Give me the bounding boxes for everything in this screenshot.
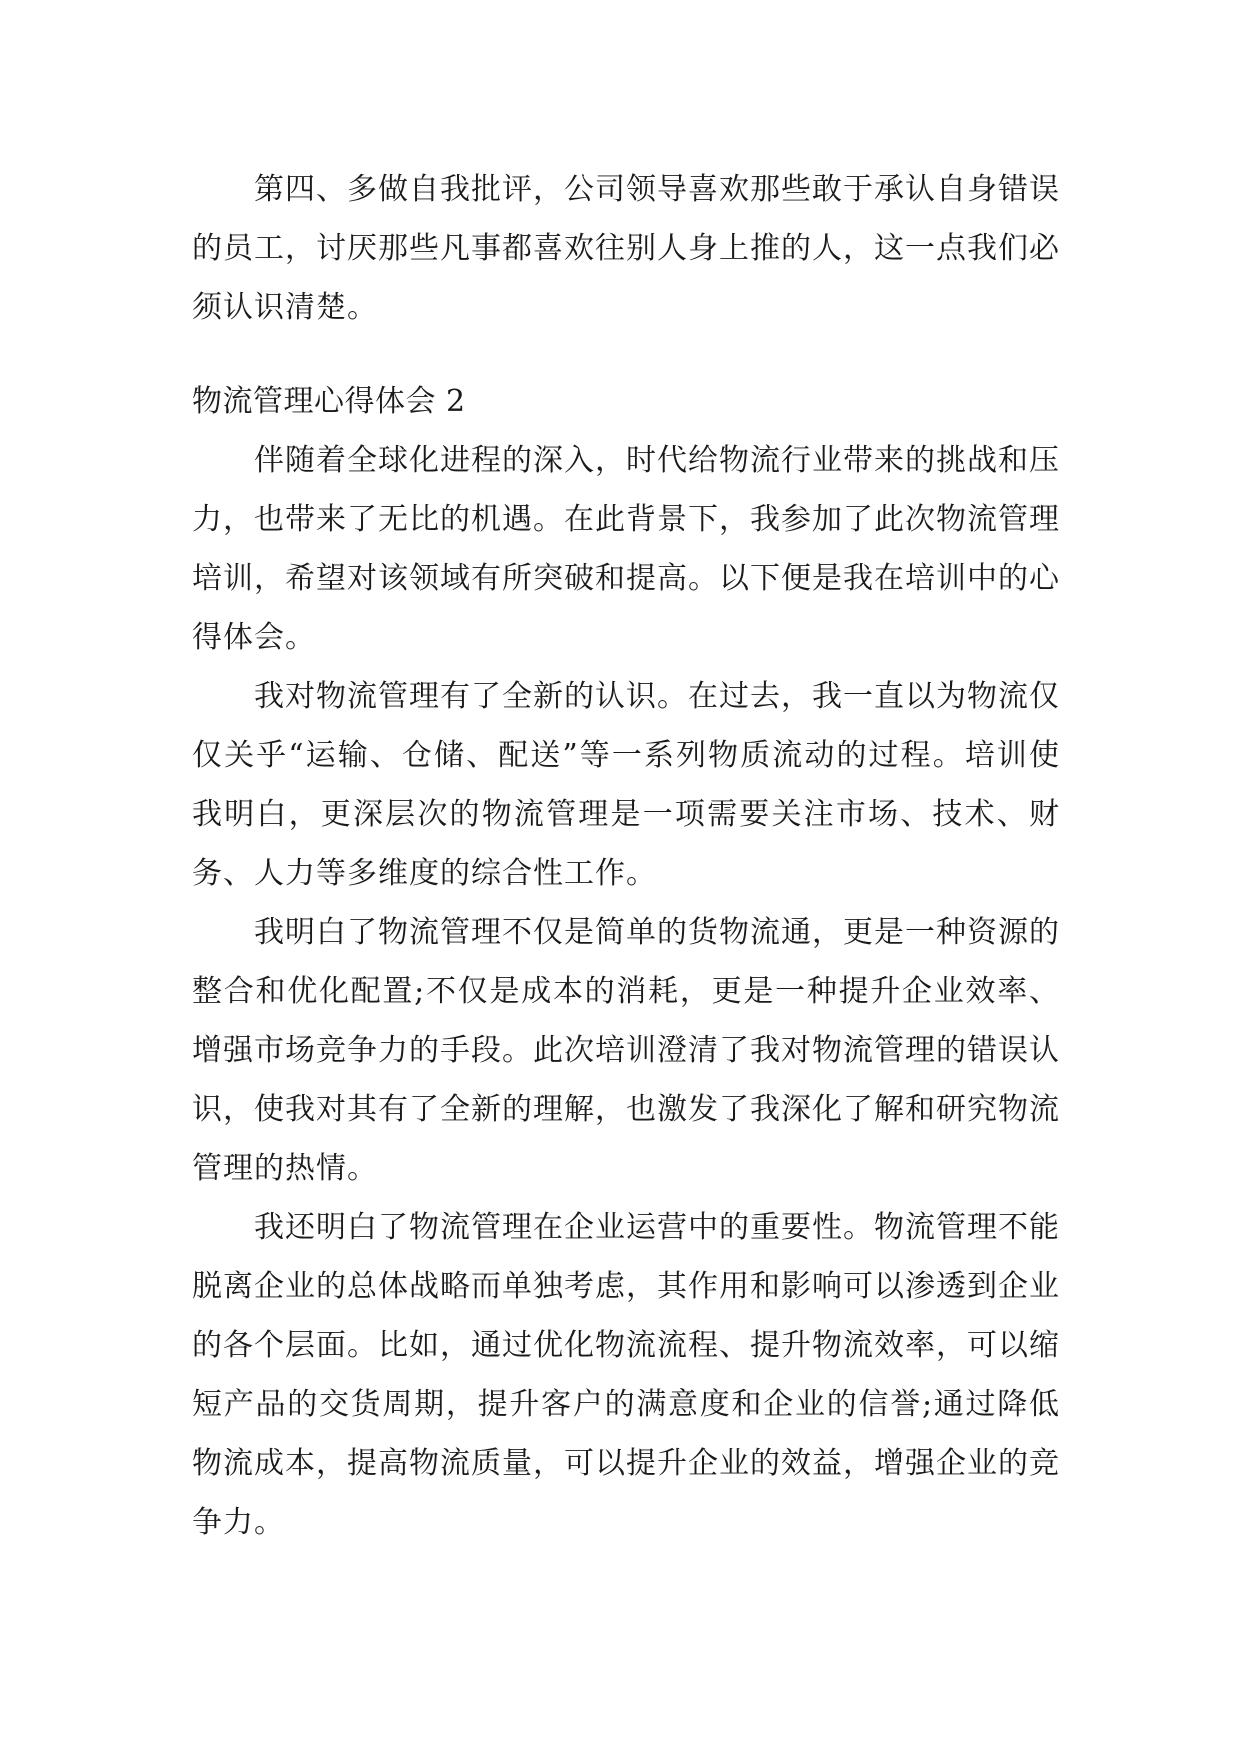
intro-paragraph: 第四、多做自我批评，公司领导喜欢那些敢于承认自身错误的员工，讨厌那些凡事都喜欢往别人身上推的人，这一点我们必须认识清楚。 [192,172,1060,325]
paragraph-3: 我明白了物流管理不仅是简单的货物流通，更是一种资源的整合和优化配置;不仅是成本的消耗，更是一种提升企业效率、增强市场竞争力的手段。此次培训澄清了我对物流管理的错误认识，使我对其有了全新的理解，也激发了我深化了解和研究物流管理的热情。 [192,915,1060,1186]
paragraph-4: 我还明白了物流管理在企业运营中的重要性。物流管理不能脱离企业的总体战略而单独考虑，其作用和影响可以渗透到企业的各个层面。比如，通过优化物流流程、提升物流效率，可以缩短产品的交货周期，提升客户的满意度和企业的信誉;通过降低物流成本，提高物流质量，可以提升企业的效益，增强企业的竞争力。 [192,1210,1060,1540]
paragraph-1: 伴随着全球化进程的深入，时代给物流行业带来的挑战和压力，也带来了无比的机遇。在此背景下，我参加了此次物流管理培训，希望对该领域有所突破和提高。以下便是我在培训中的心得体会。 [192,443,1060,655]
paragraph-2: 我对物流管理有了全新的认识。在过去，我一直以为物流仅仅关乎“运输、仓储、配送”等一系列物质流动的过程。培训使我明白，更深层次的物流管理是一项需要关注市场、技术、财务、人力等多维度的综合性工作。 [192,679,1060,891]
document-body [192,160,1060,1552]
section-title: 物流管理心得体会 2 [192,384,466,419]
